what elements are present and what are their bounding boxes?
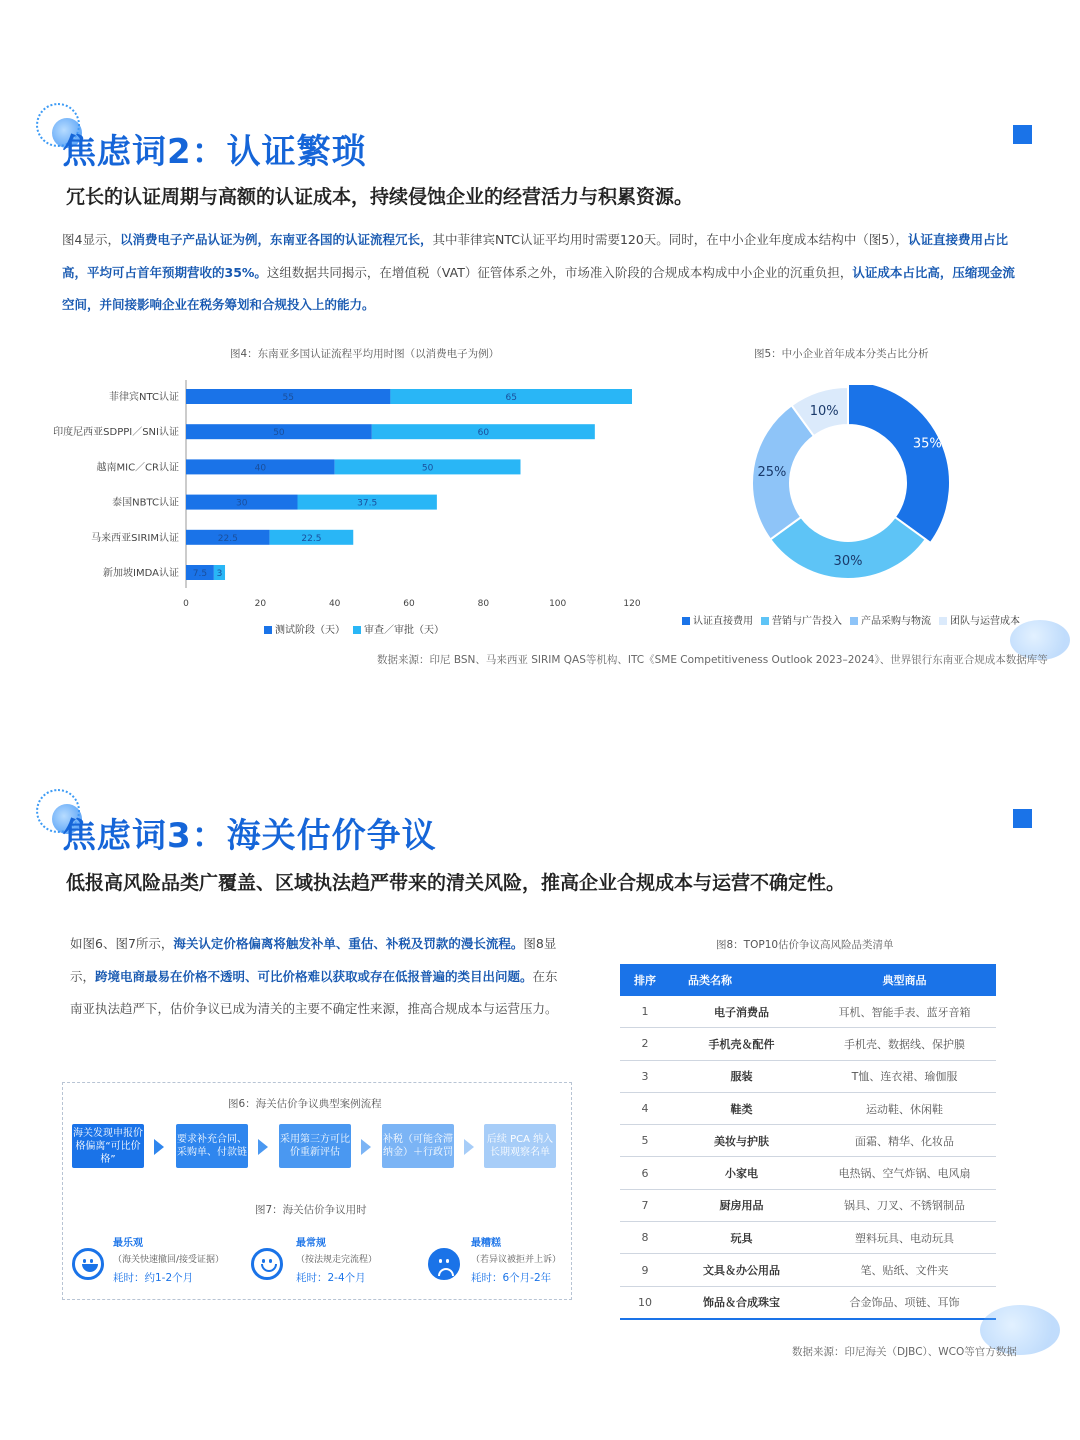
- arrow-right-icon: [154, 1139, 164, 1155]
- section-title: 焦虑词2：认证繁琐: [62, 132, 367, 172]
- section-paragraph: [62, 224, 1022, 322]
- data-source: 数据来源：印尼 BSN、马来西亚 SIRIM QAS等机构、ITC《SME Competitiveness Outlook 2023–2024》、世界银行东南亚合规成本数据库等: [377, 654, 1048, 666]
- products-cell: 锅具、刀叉、不锈钢制品: [813, 1189, 996, 1221]
- products-cell: 合金饰品、项链、耳饰: [813, 1286, 996, 1319]
- y-category-label: 越南MIC／CR认证: [96, 462, 179, 474]
- x-tick-label: 120: [623, 599, 641, 609]
- bar-value-label: 22.5: [217, 533, 238, 544]
- x-tick-label: 60: [403, 599, 415, 609]
- highlight-text: 跨境电商最易在价格不透明、可比价格难以获取或存在低报普遍的类目出问题。: [95, 968, 533, 984]
- x-tick-label: 20: [254, 599, 267, 609]
- y-category-label: 新加坡IMDA认证: [103, 568, 179, 579]
- legend-label: 营销与广告投入: [772, 616, 842, 627]
- category-cell: 玩具: [670, 1222, 813, 1254]
- highlight-text: 认证直接费用占比高，平均可占首年预期营收的35%。: [62, 232, 1009, 280]
- category-cell: 厨房用品: [670, 1189, 813, 1221]
- products-cell: 塑料玩具、电动玩具: [813, 1222, 996, 1254]
- body-text: 图8显示，: [70, 936, 557, 984]
- table-row: [620, 1189, 996, 1221]
- rank-cell: 1: [620, 996, 670, 1028]
- category-table-wrap: [620, 964, 996, 1320]
- rank-cell: 4: [620, 1092, 670, 1124]
- products-cell: 面霜、精华、化妆品: [813, 1125, 996, 1157]
- timing-note: （海关快速撤回/接受证据）: [113, 1255, 225, 1265]
- table-row: [620, 1286, 996, 1319]
- legend-label: 测试阶段（天）: [275, 625, 345, 636]
- flow-step: 采用第三方可比价重新评估: [279, 1124, 351, 1168]
- smile-icon: [72, 1248, 104, 1280]
- bar-value-label: 50: [273, 428, 285, 439]
- bar-value-label: 60: [477, 428, 490, 439]
- highlight-text: 海关认定价格偏离将触发补单、重估、补税及罚款的漫长流程。: [173, 936, 524, 951]
- table-row: [620, 996, 996, 1028]
- rank-cell: 9: [620, 1254, 670, 1286]
- table-header: 典型商品: [813, 964, 996, 996]
- slice-value-label: 10%: [809, 403, 839, 419]
- timing-duration: 耗时：6个月-2年: [471, 1272, 552, 1284]
- x-tick-label: 100: [549, 599, 567, 609]
- highlight-text: 以消费电子产品认证为例，东南亚各国的认证流程冗长，: [119, 232, 433, 247]
- table-row: [620, 1222, 996, 1254]
- flow-step: 海关发现申报价格偏离“可比价格”: [72, 1124, 144, 1168]
- category-cell: 服装: [670, 1060, 813, 1092]
- x-tick-label: 40: [328, 599, 341, 609]
- body-text: 这组数据共同揭示，在增值税（VAT）征管体系之外，市场准入阶段的合规成本构成中小企业的沉重负担，: [266, 264, 853, 280]
- table-header: 品类名称: [670, 964, 813, 996]
- bar-value-label: 37.5: [357, 498, 378, 509]
- timing-note: （按法规走完流程）: [296, 1255, 378, 1265]
- category-cell: 小家电: [670, 1157, 813, 1189]
- highlight-text: 认证成本占比高，压缩现金流空间，并间接影响企业在税务筹划和合规投入上的能力。: [62, 264, 1015, 312]
- table-row: [620, 1092, 996, 1124]
- bar-value-label: 30: [236, 498, 248, 509]
- flow-step: 要求补充合同、采购单、付款链: [176, 1124, 248, 1168]
- products-cell: 手机壳、数据线、保护膜: [813, 1028, 996, 1060]
- flow-step: 补税（可能含滞纳金）＋行政罚: [382, 1124, 454, 1168]
- timing-duration: 耗时：约1-2个月: [113, 1272, 194, 1284]
- chart-legend: [674, 612, 1020, 627]
- figure-caption: 图4：东南亚多国认证流程平均用时图（以消费电子为例）: [230, 348, 500, 360]
- rank-cell: 2: [620, 1028, 670, 1060]
- table-header: 排序: [620, 964, 670, 996]
- donut-chart: [740, 385, 960, 595]
- category-cell: 电子消费品: [670, 996, 813, 1028]
- category-cell: 美妆与护肤: [670, 1125, 813, 1157]
- legend-label: 审查／审批（天）: [364, 625, 444, 636]
- body-text: 图4显示，: [62, 232, 120, 247]
- timing-note: （若异议被拒并上诉）: [471, 1255, 562, 1265]
- products-cell: 电热锅、空气炸锅、电风扇: [813, 1157, 996, 1189]
- rank-cell: 6: [620, 1157, 670, 1189]
- sad-icon: [428, 1248, 460, 1280]
- legend-swatch: [850, 617, 858, 625]
- slice-value-label: 30%: [833, 554, 863, 569]
- timing-label: 最常规: [296, 1238, 326, 1249]
- body-text: 在东南亚执法趋严下，估价争议已成为清关的主要不确定性来源，推高合规成本与运营压力。: [70, 968, 558, 1016]
- arrow-right-icon: [464, 1139, 474, 1155]
- table-row: [620, 1060, 996, 1092]
- products-cell: T恤、连衣裙、瑜伽服: [813, 1060, 996, 1092]
- rank-cell: 8: [620, 1222, 670, 1254]
- y-category-label: 印度尼西亚SDPPI／SNI认证: [53, 427, 179, 439]
- rank-cell: 5: [620, 1125, 670, 1157]
- slice-value-label: 35%: [912, 436, 942, 452]
- y-category-label: 菲律宾NTC认证: [109, 392, 179, 403]
- products-cell: 耳机、智能手表、蓝牙音箱: [813, 996, 996, 1028]
- table-row: [620, 1028, 996, 1060]
- legend-swatch: [761, 617, 769, 625]
- table-row: [620, 1157, 996, 1189]
- timing-duration: 耗时：2-4个月: [296, 1272, 366, 1284]
- pie-slice: [770, 517, 925, 579]
- section-subtitle: 冗长的认证周期与高额的认证成本，持续侵蚀企业的经营活力与积累资源。: [66, 186, 694, 208]
- legend-swatch: [682, 617, 690, 625]
- legend-label: 产品采购与物流: [861, 616, 931, 627]
- figure-caption: 图5：中小企业首年成本分类占比分析: [754, 348, 929, 360]
- section-paragraph: [70, 928, 570, 1026]
- body-text: 其中菲律宾NTC认证平均用时需要120天。同时，在中小企业年度成本结构中（图5），: [432, 232, 909, 247]
- bar-value-label: 22.5: [301, 533, 322, 544]
- timing-label: 最乐观: [113, 1238, 143, 1249]
- y-category-label: 泰国NBTC认证: [112, 497, 179, 509]
- bar-value-label: 55: [282, 393, 294, 403]
- section-title: 焦虑词3：海关估价争议: [62, 816, 437, 856]
- legend-swatch: [353, 626, 361, 634]
- figure-caption: 图7：海关估价争议用时: [255, 1204, 367, 1216]
- y-category-label: 马来西亚SIRIM认证: [91, 532, 179, 544]
- arrow-right-icon: [258, 1139, 268, 1155]
- bar-chart: [0, 370, 660, 640]
- chart-legend: [256, 621, 444, 636]
- products-cell: 运动鞋、休闲鞋: [813, 1092, 996, 1124]
- rank-cell: 7: [620, 1189, 670, 1221]
- bar-value-label: 3: [216, 569, 223, 579]
- bar-value-label: 40: [254, 463, 267, 474]
- category-cell: 手机壳＆配件: [670, 1028, 813, 1060]
- x-tick-label: 0: [183, 599, 189, 609]
- timing-label: 最糟糕: [471, 1238, 501, 1249]
- category-table: [620, 964, 996, 1320]
- neutral-smile-icon: [251, 1248, 283, 1280]
- category-cell: 文具＆办公用品: [670, 1254, 813, 1286]
- legend-swatch: [939, 617, 947, 625]
- legend-label: 认证直接费用: [693, 616, 753, 627]
- bar-value-label: 65: [505, 393, 517, 403]
- data-source: 数据来源：印尼海关（DJBC）、WCO等官方数据: [792, 1346, 1017, 1358]
- category-cell: 鞋类: [670, 1092, 813, 1124]
- body-text: 如图6、图7所示，: [70, 936, 174, 951]
- arrow-right-icon: [361, 1139, 371, 1155]
- bar-value-label: 50: [421, 463, 434, 474]
- corner-square: [1013, 809, 1032, 828]
- legend-swatch: [264, 626, 272, 634]
- figure-panel: [62, 1082, 572, 1300]
- bar-value-label: 7.5: [192, 569, 208, 579]
- figure-caption: 图8：TOP10估价争议高风险品类清单: [716, 939, 894, 951]
- slice-value-label: 25%: [757, 464, 787, 480]
- category-cell: 饰品＆合成珠宝: [670, 1286, 813, 1319]
- section-subtitle: 低报高风险品类广覆盖、区域执法趋严带来的清关风险，推高企业合规成本与运营不确定性。: [66, 872, 846, 894]
- rank-cell: 3: [620, 1060, 670, 1092]
- flow-step: 后续 PCA 纳入长期观察名单: [484, 1124, 556, 1168]
- rank-cell: 10: [620, 1286, 670, 1319]
- table-row: [620, 1125, 996, 1157]
- x-tick-label: 80: [477, 599, 490, 609]
- corner-square: [1013, 125, 1032, 144]
- legend-label: 团队与运营成本: [950, 616, 1020, 627]
- table-row: [620, 1254, 996, 1286]
- figure-caption: 图6：海关估价争议典型案例流程: [228, 1098, 382, 1110]
- products-cell: 笔、贴纸、文件夹: [813, 1254, 996, 1286]
